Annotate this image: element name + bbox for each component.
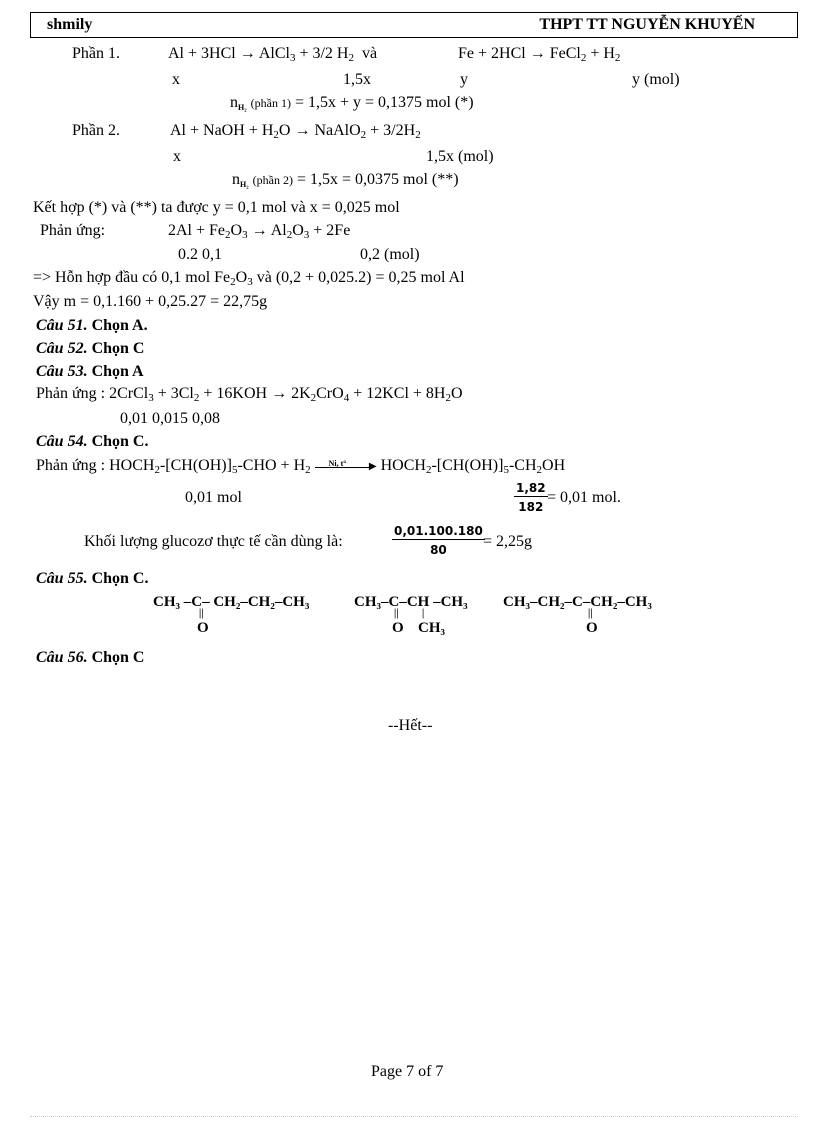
reaction-arrow-icon: Ni, t° ▶	[315, 459, 377, 473]
part2-equation: Al + NaOH + $H_2O$ → NaAlO$_2$ + $3/2H_2$	[170, 122, 421, 141]
question-56: Câu 56. Chọn C	[36, 649, 145, 666]
structure-3: CH₃–CH₂–C–CH₂–CH₃	[503, 594, 652, 610]
header-left: shmily	[47, 16, 93, 33]
reaction-values-left: 0.2 0,1	[178, 246, 222, 263]
part1-equation2: Fe + 2HCl → FeCl$_2$ + $H_2$	[458, 45, 621, 64]
end-marker: --Hết--	[388, 717, 433, 734]
reaction-label: Phản ứng:	[40, 222, 106, 239]
reaction-53: Phản ứng : 2CrCl$_3$ + $3Cl_2 + 16KOH \to 2K_2CrO_4 + 12KCl + 8H_2O$	[36, 385, 463, 404]
glucose-result: = 2,25g	[483, 533, 533, 550]
reaction-equation: $2Al + Fe_2O_3 \to Al_2O_3 + 2Fe$	[168, 222, 351, 241]
page-divider	[30, 1116, 798, 1117]
part2-label: Phần 2.	[72, 122, 120, 139]
part2-x: x	[173, 148, 181, 165]
reaction-54-left-value: 0,01 mol	[185, 489, 242, 506]
structure-2: CH₃–C–CH –CH₃	[354, 594, 468, 610]
fraction-moles: $\frac{1,82}{182}$	[516, 481, 546, 514]
reaction-54: Phản ứng : $HOCH_2-[CH(OH)]_5$-CHO + $H_2$ Ni, t° ▶ $HOCH_2-[CH(OH)]_5-CH_2OH$	[36, 457, 566, 476]
glucose-text: Khối lượng glucozơ thực tế cần dùng là:	[84, 533, 343, 550]
part2-x15: 1,5x (mol)	[426, 148, 494, 165]
question-55: Câu 55. Chọn C.	[36, 570, 149, 587]
page-footer: Page 7 of 7	[371, 1063, 444, 1080]
structure-2-single-bond: |	[422, 608, 425, 619]
structure-1: CH₃ –C– CH₂–CH₂–CH₃	[153, 594, 310, 610]
mixture-text: => Hỗn hợp đầu có 0,1 mol $Fe_2O_3$ và (0,2 + 0,025.2) = 0,25 mol Al	[33, 269, 465, 288]
fraction-glucose: $\frac{0,01.100.180}{80}$	[394, 524, 483, 557]
part1-y1: y	[460, 71, 468, 88]
part1-label: Phần 1.	[72, 45, 120, 62]
question-54: Câu 54. Chọn C.	[36, 433, 149, 450]
header-right: THPT TT NGUYỄN KHUYẾN	[539, 16, 755, 33]
part2-moles: $n_{H_2}$ (phần 2) = 1,5x = 0,0375 mol (**)	[232, 171, 459, 189]
structure-2-oxygen: O	[392, 620, 404, 636]
combine-text: Kết hợp (*) và (**) ta được y = 0,1 mol và x = 0,025 mol	[33, 199, 400, 216]
part1-moles: $n_{H_2}$ (phần 1) = 1,5x + y = 0,1375 mol (*)	[230, 94, 474, 112]
mass-text: Vậy m = 0,1.160 + 0,25.27 = 22,75g	[33, 293, 268, 310]
reaction-53-values: 0,01 0,015 0,08	[120, 410, 220, 427]
part1-x15: 1,5x	[343, 71, 371, 88]
page-header	[30, 12, 798, 38]
question-52: Câu 52. Chọn C	[36, 340, 145, 357]
structure-3-oxygen: O	[586, 620, 598, 636]
structure-1-oxygen: O	[197, 620, 209, 636]
part1-y2: y (mol)	[632, 71, 680, 88]
reaction-54-right-value: = 0,01 mol.	[547, 489, 621, 506]
structure-3-bond: ||	[588, 608, 593, 619]
structure-2-bond: ||	[394, 608, 399, 619]
reaction-values-right: 0,2 (mol)	[360, 246, 420, 263]
part1-equation1: Al + 3HCl → AlCl$_3$ + 3/2 $H_2$ và	[168, 45, 378, 64]
structure-2-methyl: CH₃	[418, 620, 445, 636]
question-51: Câu 51. Chọn A.	[36, 317, 148, 334]
question-53: Câu 53. Chọn A	[36, 363, 144, 380]
structure-1-bond: ||	[199, 608, 204, 619]
part1-x: x	[172, 71, 180, 88]
